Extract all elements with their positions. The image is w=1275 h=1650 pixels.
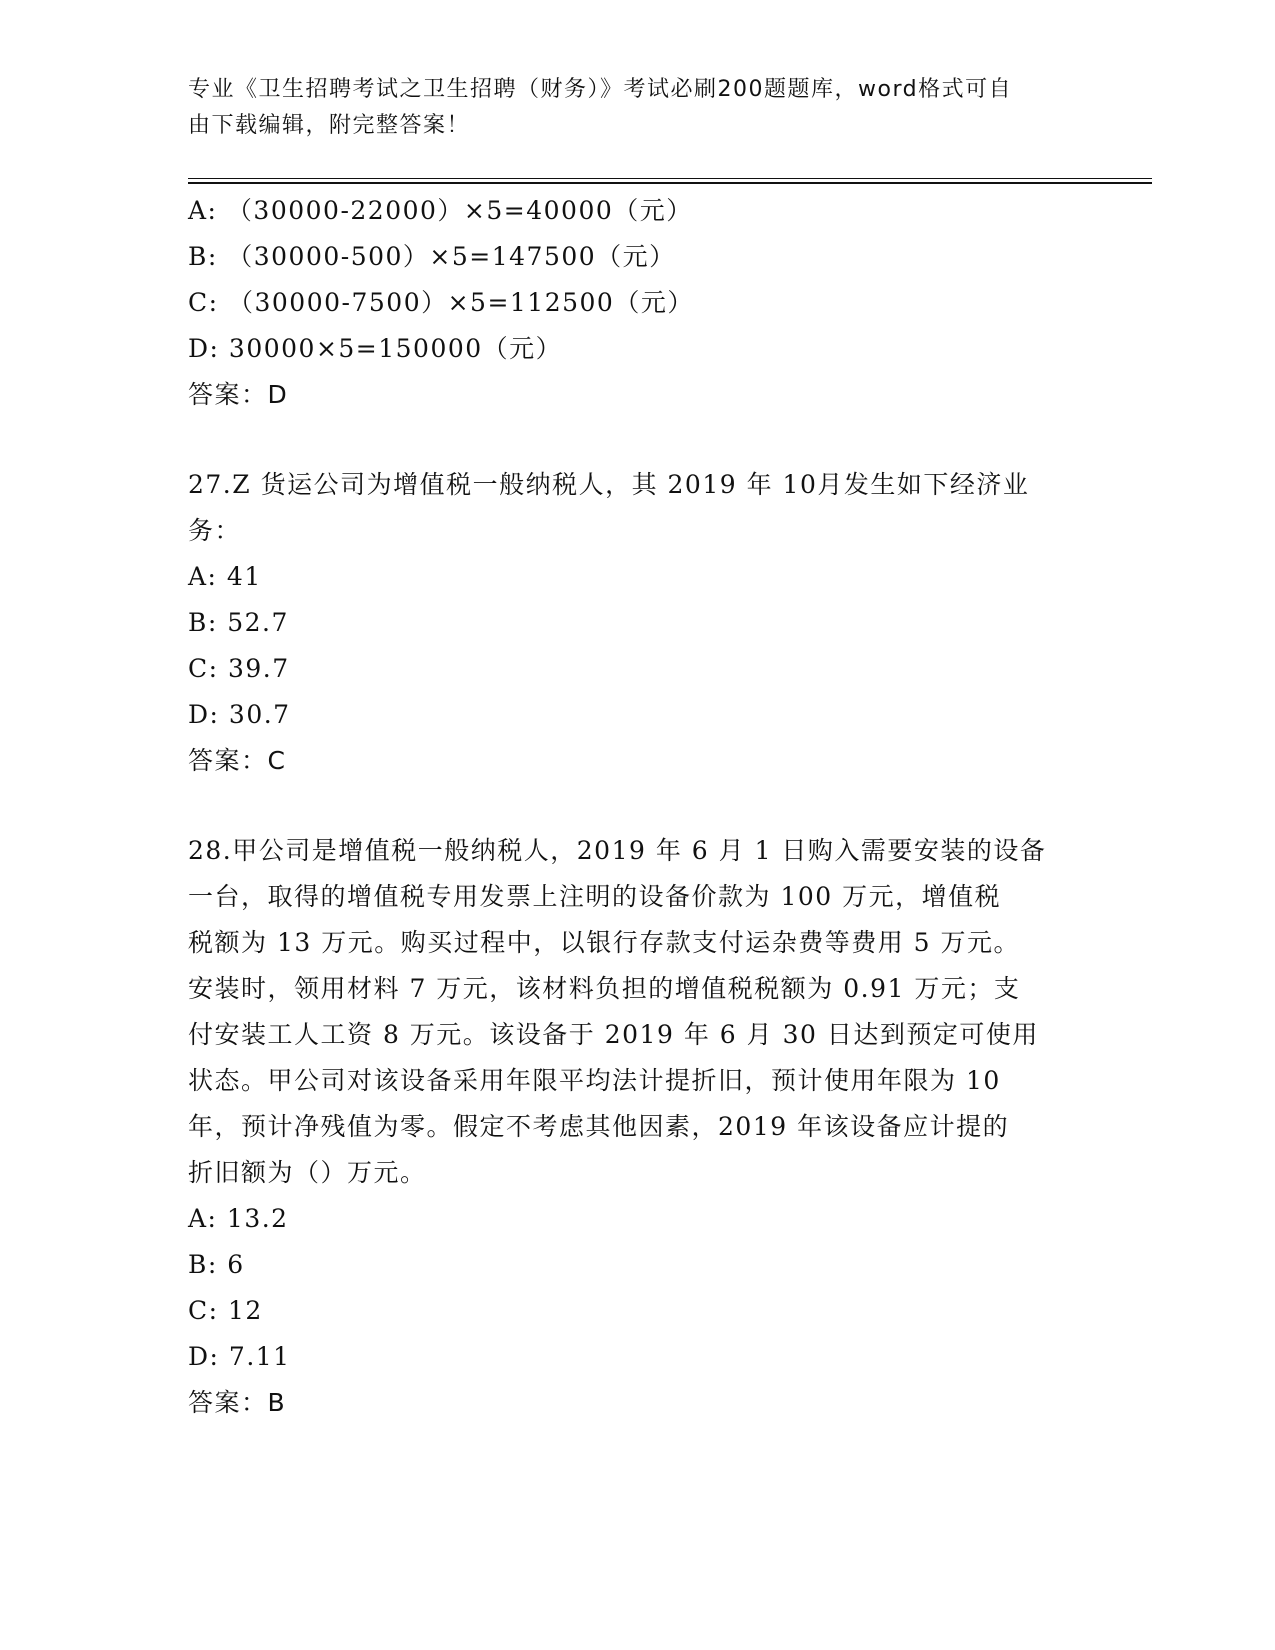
question-text-line: 税额为 13 万元。购买过程中，以银行存款支付运杂费等费用 5 万元。: [188, 928, 1021, 957]
question-text-line: 安装时，领用材料 7 万元，该材料负担的增值税税额为 0.91 万元；支: [188, 974, 1021, 1003]
option-d: D: 30.7: [188, 700, 291, 729]
question-text-line: 一台，取得的增值税专用发票上注明的设备价款为 100 万元，增值税: [188, 882, 1002, 911]
option-d: D: 7.11: [188, 1342, 291, 1371]
option-c: C: 39.7: [188, 654, 290, 683]
question-27: [188, 462, 1088, 784]
header-line-2: 由下载编辑，附完整答案！: [188, 113, 471, 138]
answer: 答案：D: [188, 380, 289, 409]
answer: 答案：C: [188, 746, 287, 775]
question-text-line: 年，预计净残值为零。假定不考虑其他因素，2019 年该设备应计提的: [188, 1112, 1010, 1141]
question-text-line: 付安装工人工资 8 万元。该设备于 2019 年 6 月 30 日达到预定可使用: [188, 1020, 1039, 1049]
header-divider: [188, 178, 1152, 184]
question-text-line: 状态。甲公司对该设备采用年限平均法计提折旧，预计使用年限为 10: [188, 1066, 1001, 1095]
option-b: B: （30000-500）×5=147500（元）: [188, 242, 676, 271]
question-28: [188, 828, 1088, 1426]
option-d: D: 30000×5=150000（元）: [188, 334, 563, 363]
question-text-line: 28.甲公司是增值税一般纳税人，2019 年 6 月 1 日购入需要安装的设备: [188, 836, 1047, 865]
document-header: [188, 72, 1068, 144]
answer: 答案：B: [188, 1388, 287, 1417]
question-26: [188, 188, 1088, 418]
option-a: A: 41: [188, 562, 262, 591]
option-a: A: （30000-22000）×5=40000（元）: [188, 196, 693, 225]
header-line-1: 专业《卫生招聘考试之卫生招聘（财务）》考试必刷200题题库，word格式可自: [188, 77, 1013, 102]
option-c: C: （30000-7500）×5=112500（元）: [188, 288, 694, 317]
question-text-line: 折旧额为（）万元。: [188, 1158, 427, 1187]
question-text-line: 27.Z 货运公司为增值税一般纳税人，其 2019 年 10月发生如下经济业: [188, 470, 1030, 499]
question-content: [188, 188, 1088, 1426]
option-c: C: 12: [188, 1296, 263, 1325]
question-text-line: 务：: [188, 516, 242, 545]
option-a: A: 13.2: [188, 1204, 289, 1233]
document-page: [188, 0, 1148, 1650]
option-b: B: 52.7: [188, 608, 289, 637]
option-b: B: 6: [188, 1250, 245, 1279]
